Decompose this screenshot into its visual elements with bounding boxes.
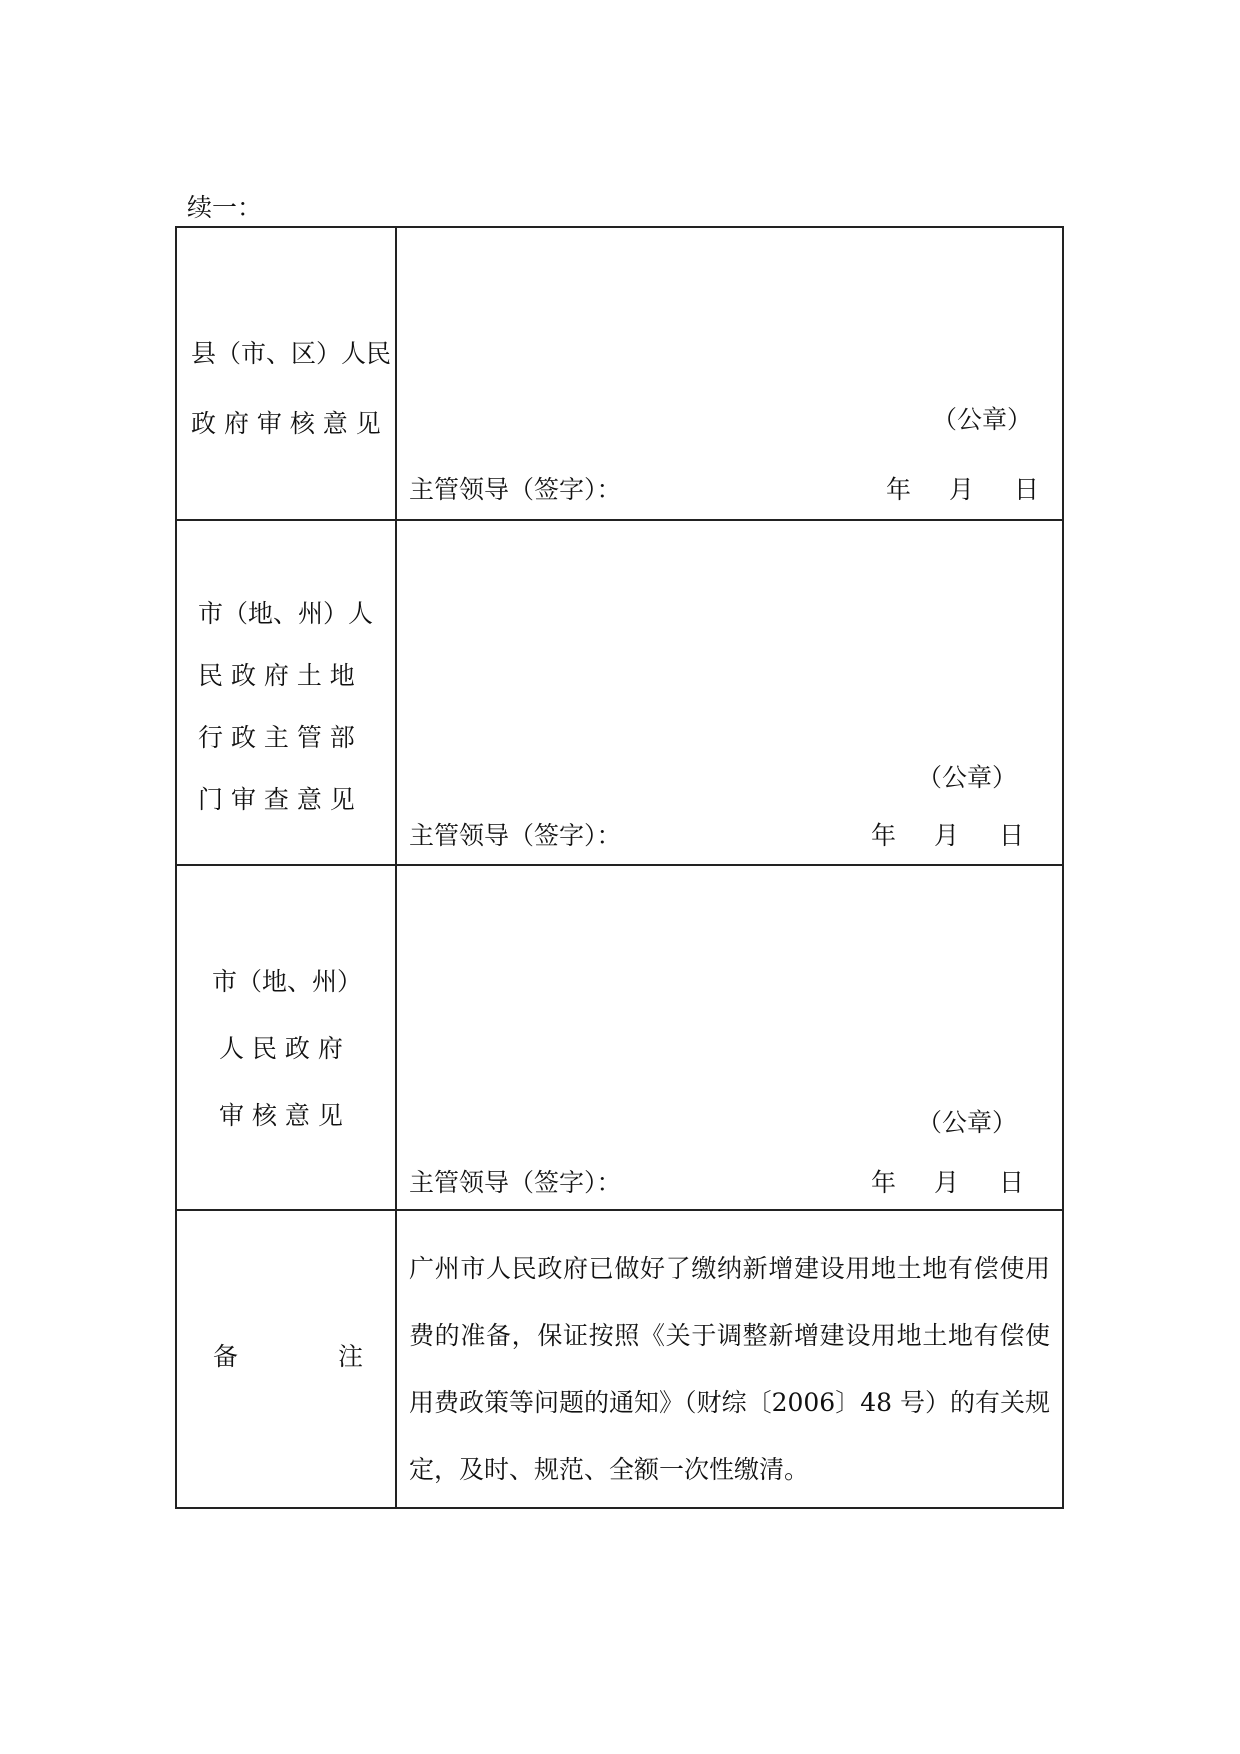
date-day: 日	[999, 821, 1025, 850]
label-line: 市（地、州）人	[198, 599, 374, 628]
form-row-city-review	[176, 865, 1063, 1210]
row-label-remarks	[176, 1210, 396, 1508]
label-line: 行 政 主 管 部	[198, 723, 355, 752]
signature-label: 主管领导（签字）：	[409, 821, 622, 850]
date-field	[871, 1163, 1024, 1199]
remarks-label-left: 备	[213, 1342, 239, 1371]
official-seal-label: （公章）	[932, 405, 1033, 434]
remarks-text: 广州市人民政府已做好了缴纳新增建设用地土地有偿使用费的准备，保证按照《关于调整新增建设用地土地有偿使用费政策等问题的通知》（财综〔2006〕48 号）的有关规定，及时、规范、全额一次性缴清。	[409, 1254, 1050, 1484]
label-line: 市（地、州）	[212, 967, 363, 996]
label-line: 县（市、区）人民	[191, 339, 392, 368]
row-label-county	[176, 227, 396, 520]
signature-label: 主管领导（签字）：	[409, 475, 622, 504]
date-year: 年	[871, 821, 897, 850]
date-field	[886, 470, 1039, 506]
label-line: 门 审 查 意 见	[198, 785, 355, 814]
date-month: 月	[949, 475, 975, 504]
form-row-county-review	[176, 227, 1063, 520]
approval-form-table	[175, 226, 1064, 1509]
date-month: 月	[934, 821, 960, 850]
remarks-label-right: 注	[338, 1342, 364, 1371]
date-field	[871, 816, 1024, 852]
date-year: 年	[886, 475, 912, 504]
opinion-cell-county[interactable]	[396, 227, 1063, 520]
opinion-cell-land-dept[interactable]	[396, 520, 1063, 865]
opinion-cell-city[interactable]	[396, 865, 1063, 1210]
signature-label: 主管领导（签字）：	[409, 1168, 622, 1197]
label-line: 人 民 政 府	[219, 1034, 343, 1063]
label-line: 政 府 审 核 意 见	[191, 409, 381, 438]
continuation-label: 续一：	[187, 193, 263, 222]
remarks-cell[interactable]	[396, 1210, 1063, 1508]
date-month: 月	[934, 1168, 960, 1197]
form-row-land-dept-review	[176, 520, 1063, 865]
date-year: 年	[871, 1168, 897, 1197]
official-seal-label: （公章）	[917, 1108, 1018, 1137]
label-line: 民 政 府 土 地	[198, 661, 355, 690]
official-seal-label: （公章）	[917, 763, 1018, 792]
row-label-city	[176, 865, 396, 1210]
date-day: 日	[1014, 475, 1040, 504]
label-line: 审 核 意 见	[219, 1101, 343, 1130]
date-day: 日	[999, 1168, 1025, 1197]
row-label-land-dept	[176, 520, 396, 865]
form-row-remarks	[176, 1210, 1063, 1508]
